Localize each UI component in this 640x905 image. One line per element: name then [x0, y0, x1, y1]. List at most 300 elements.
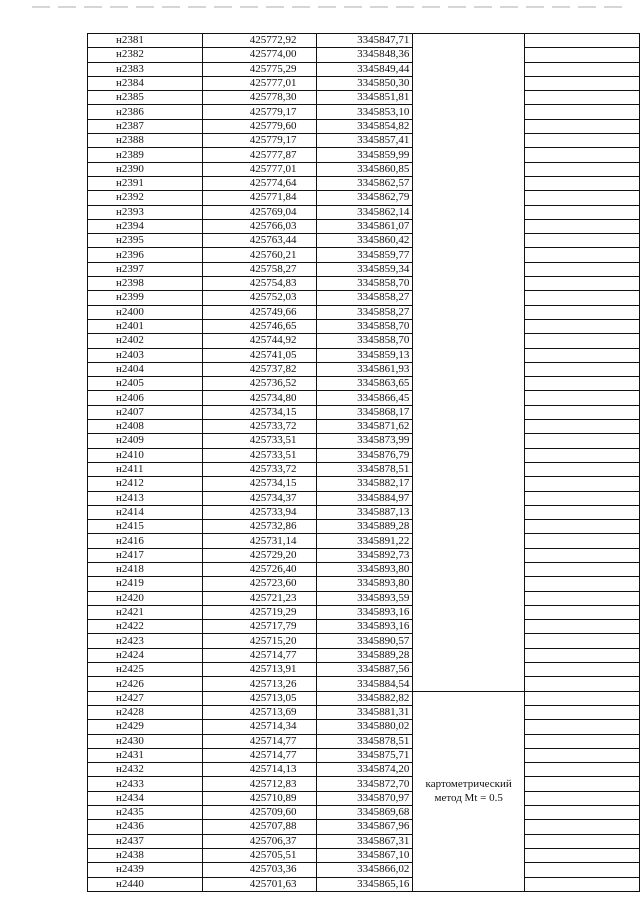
- note-cell: [525, 863, 640, 877]
- point-id-cell: н2385: [88, 91, 203, 105]
- x-coordinate-cell: 425719,29: [202, 605, 317, 619]
- note-cell: [525, 34, 640, 48]
- coordinates-table: [87, 33, 640, 892]
- method-cell: [413, 691, 525, 891]
- x-coordinate-cell: 425709,60: [202, 806, 317, 820]
- point-id-cell: н2435: [88, 806, 203, 820]
- y-coordinate-cell: 3345860,85: [317, 162, 413, 176]
- point-id-cell: н2414: [88, 505, 203, 519]
- y-coordinate-cell: 3345878,51: [317, 462, 413, 476]
- point-id-cell: н2390: [88, 162, 203, 176]
- point-id-cell: н2386: [88, 105, 203, 119]
- x-coordinate-cell: 425734,80: [202, 391, 317, 405]
- table-row: [88, 763, 640, 777]
- point-id-cell: н2419: [88, 577, 203, 591]
- y-coordinate-cell: 3345882,82: [317, 691, 413, 705]
- point-id-cell: н2426: [88, 677, 203, 691]
- y-coordinate-cell: 3345862,57: [317, 176, 413, 190]
- point-id-cell: н2415: [88, 520, 203, 534]
- table-row: [88, 176, 640, 190]
- note-cell: [525, 448, 640, 462]
- table-row: [88, 562, 640, 576]
- point-id-cell: н2401: [88, 319, 203, 333]
- x-coordinate-cell: 425717,79: [202, 620, 317, 634]
- y-coordinate-cell: 3345859,77: [317, 248, 413, 262]
- note-cell: [525, 477, 640, 491]
- point-id-cell: н2417: [88, 548, 203, 562]
- table-row: [88, 677, 640, 691]
- point-id-cell: н2429: [88, 720, 203, 734]
- y-coordinate-cell: 3345891,22: [317, 534, 413, 548]
- x-coordinate-cell: 425726,40: [202, 562, 317, 576]
- method-cell: [413, 34, 525, 692]
- y-coordinate-cell: 3345868,17: [317, 405, 413, 419]
- x-coordinate-cell: 425710,89: [202, 791, 317, 805]
- note-cell: [525, 62, 640, 76]
- x-coordinate-cell: 425749,66: [202, 305, 317, 319]
- coordinates-table-body: [88, 34, 640, 892]
- y-coordinate-cell: 3345866,02: [317, 863, 413, 877]
- table-row: [88, 62, 640, 76]
- x-coordinate-cell: 425733,94: [202, 505, 317, 519]
- point-id-cell: н2433: [88, 777, 203, 791]
- table-row: [88, 834, 640, 848]
- note-cell: [525, 591, 640, 605]
- point-id-cell: н2406: [88, 391, 203, 405]
- note-cell: [525, 491, 640, 505]
- note-cell: [525, 434, 640, 448]
- point-id-cell: н2398: [88, 277, 203, 291]
- note-cell: [525, 777, 640, 791]
- x-coordinate-cell: 425715,20: [202, 634, 317, 648]
- point-id-cell: н2403: [88, 348, 203, 362]
- y-coordinate-cell: 3345848,36: [317, 48, 413, 62]
- point-id-cell: н2395: [88, 234, 203, 248]
- note-cell: [525, 520, 640, 534]
- table-row: [88, 577, 640, 591]
- point-id-cell: н2394: [88, 219, 203, 233]
- y-coordinate-cell: 3345859,13: [317, 348, 413, 362]
- point-id-cell: н2396: [88, 248, 203, 262]
- note-cell: [525, 191, 640, 205]
- table-row: [88, 191, 640, 205]
- table-row: [88, 705, 640, 719]
- table-row: [88, 448, 640, 462]
- y-coordinate-cell: 3345863,65: [317, 377, 413, 391]
- point-id-cell: н2409: [88, 434, 203, 448]
- note-cell: [525, 562, 640, 576]
- table-row: [88, 305, 640, 319]
- x-coordinate-cell: 425779,60: [202, 119, 317, 133]
- x-coordinate-cell: 425734,37: [202, 491, 317, 505]
- point-id-cell: н2438: [88, 848, 203, 862]
- table-row: [88, 748, 640, 762]
- y-coordinate-cell: 3345862,14: [317, 205, 413, 219]
- x-coordinate-cell: 425712,83: [202, 777, 317, 791]
- y-coordinate-cell: 3345859,99: [317, 148, 413, 162]
- note-cell: [525, 248, 640, 262]
- y-coordinate-cell: 3345870,97: [317, 791, 413, 805]
- table-row: [88, 691, 640, 705]
- y-coordinate-cell: 3345890,57: [317, 634, 413, 648]
- x-coordinate-cell: 425714,77: [202, 734, 317, 748]
- y-coordinate-cell: 3345893,59: [317, 591, 413, 605]
- x-coordinate-cell: 425733,51: [202, 448, 317, 462]
- note-cell: [525, 605, 640, 619]
- y-coordinate-cell: 3345859,34: [317, 262, 413, 276]
- point-id-cell: н2418: [88, 562, 203, 576]
- method-accuracy: метод Mt = 0.5: [434, 792, 503, 805]
- x-coordinate-cell: 425774,00: [202, 48, 317, 62]
- note-cell: [525, 162, 640, 176]
- x-coordinate-cell: 425732,86: [202, 520, 317, 534]
- table-row: [88, 119, 640, 133]
- x-coordinate-cell: 425714,77: [202, 748, 317, 762]
- y-coordinate-cell: 3345853,10: [317, 105, 413, 119]
- note-cell: [525, 219, 640, 233]
- x-coordinate-cell: 425752,03: [202, 291, 317, 305]
- table-row: [88, 105, 640, 119]
- x-coordinate-cell: 425760,21: [202, 248, 317, 262]
- table-row: [88, 591, 640, 605]
- point-id-cell: н2407: [88, 405, 203, 419]
- table-row: [88, 477, 640, 491]
- note-cell: [525, 834, 640, 848]
- y-coordinate-cell: 3345893,16: [317, 620, 413, 634]
- note-cell: [525, 377, 640, 391]
- y-coordinate-cell: 3345884,97: [317, 491, 413, 505]
- x-coordinate-cell: 425777,87: [202, 148, 317, 162]
- note-cell: [525, 620, 640, 634]
- note-cell: [525, 734, 640, 748]
- y-coordinate-cell: 3345867,10: [317, 848, 413, 862]
- point-id-cell: н2397: [88, 262, 203, 276]
- table-row: [88, 505, 640, 519]
- x-coordinate-cell: 425713,69: [202, 705, 317, 719]
- x-coordinate-cell: 425777,01: [202, 76, 317, 90]
- x-coordinate-cell: 425746,65: [202, 319, 317, 333]
- x-coordinate-cell: 425703,36: [202, 863, 317, 877]
- note-cell: [525, 720, 640, 734]
- x-coordinate-cell: 425736,52: [202, 377, 317, 391]
- note-cell: [525, 362, 640, 376]
- table-row: [88, 234, 640, 248]
- table-row: [88, 334, 640, 348]
- point-id-cell: н2399: [88, 291, 203, 305]
- note-cell: [525, 548, 640, 562]
- y-coordinate-cell: 3345858,27: [317, 305, 413, 319]
- point-id-cell: н2388: [88, 134, 203, 148]
- y-coordinate-cell: 3345850,30: [317, 76, 413, 90]
- y-coordinate-cell: 3345865,16: [317, 877, 413, 891]
- table-row: [88, 248, 640, 262]
- note-cell: [525, 348, 640, 362]
- x-coordinate-cell: 425705,51: [202, 848, 317, 862]
- table-row: [88, 219, 640, 233]
- table-row: [88, 377, 640, 391]
- point-id-cell: н2413: [88, 491, 203, 505]
- table-row: [88, 820, 640, 834]
- y-coordinate-cell: 3345871,62: [317, 420, 413, 434]
- y-coordinate-cell: 3345867,96: [317, 820, 413, 834]
- x-coordinate-cell: 425758,27: [202, 262, 317, 276]
- y-coordinate-cell: 3345882,17: [317, 477, 413, 491]
- y-coordinate-cell: 3345889,28: [317, 520, 413, 534]
- point-id-cell: н2430: [88, 734, 203, 748]
- note-cell: [525, 76, 640, 90]
- x-coordinate-cell: 425734,15: [202, 405, 317, 419]
- x-coordinate-cell: 425721,23: [202, 591, 317, 605]
- y-coordinate-cell: 3345878,51: [317, 734, 413, 748]
- y-coordinate-cell: 3345858,70: [317, 277, 413, 291]
- point-id-cell: н2402: [88, 334, 203, 348]
- y-coordinate-cell: 3345860,42: [317, 234, 413, 248]
- x-coordinate-cell: 425775,29: [202, 62, 317, 76]
- x-coordinate-cell: 425772,92: [202, 34, 317, 48]
- x-coordinate-cell: 425774,64: [202, 176, 317, 190]
- note-cell: [525, 748, 640, 762]
- note-cell: [525, 405, 640, 419]
- x-coordinate-cell: 425729,20: [202, 548, 317, 562]
- point-id-cell: н2408: [88, 420, 203, 434]
- y-coordinate-cell: 3345873,99: [317, 434, 413, 448]
- x-coordinate-cell: 425769,04: [202, 205, 317, 219]
- point-id-cell: н2437: [88, 834, 203, 848]
- table-row: [88, 548, 640, 562]
- point-id-cell: н2381: [88, 34, 203, 48]
- table-row: [88, 848, 640, 862]
- table-row: [88, 491, 640, 505]
- x-coordinate-cell: 425777,01: [202, 162, 317, 176]
- note-cell: [525, 677, 640, 691]
- table-row: [88, 391, 640, 405]
- y-coordinate-cell: 3345872,70: [317, 777, 413, 791]
- table-row: [88, 34, 640, 48]
- point-id-cell: н2389: [88, 148, 203, 162]
- y-coordinate-cell: 3345861,07: [317, 219, 413, 233]
- note-cell: [525, 462, 640, 476]
- point-id-cell: н2392: [88, 191, 203, 205]
- y-coordinate-cell: 3345892,73: [317, 548, 413, 562]
- point-id-cell: н2428: [88, 705, 203, 719]
- table-row: [88, 634, 640, 648]
- point-id-cell: н2393: [88, 205, 203, 219]
- point-id-cell: н2436: [88, 820, 203, 834]
- x-coordinate-cell: 425734,15: [202, 477, 317, 491]
- y-coordinate-cell: 3345876,79: [317, 448, 413, 462]
- note-cell: [525, 134, 640, 148]
- note-cell: [525, 305, 640, 319]
- note-cell: [525, 119, 640, 133]
- note-cell: [525, 262, 640, 276]
- table-row: [88, 291, 640, 305]
- point-id-cell: н2416: [88, 534, 203, 548]
- x-coordinate-cell: 425733,51: [202, 434, 317, 448]
- note-cell: [525, 534, 640, 548]
- y-coordinate-cell: 3345858,70: [317, 334, 413, 348]
- point-id-cell: н2410: [88, 448, 203, 462]
- note-cell: [525, 148, 640, 162]
- table-row: [88, 205, 640, 219]
- table-row: [88, 863, 640, 877]
- table-row: [88, 434, 640, 448]
- point-id-cell: н2405: [88, 377, 203, 391]
- point-id-cell: н2427: [88, 691, 203, 705]
- note-cell: [525, 806, 640, 820]
- y-coordinate-cell: 3345893,16: [317, 605, 413, 619]
- x-coordinate-cell: 425771,84: [202, 191, 317, 205]
- note-cell: [525, 877, 640, 891]
- table-row: [88, 48, 640, 62]
- x-coordinate-cell: 425733,72: [202, 420, 317, 434]
- note-cell: [525, 334, 640, 348]
- point-id-cell: н2404: [88, 362, 203, 376]
- point-id-cell: н2431: [88, 748, 203, 762]
- note-cell: [525, 763, 640, 777]
- table-row: [88, 319, 640, 333]
- y-coordinate-cell: 3345884,54: [317, 677, 413, 691]
- table-row: [88, 720, 640, 734]
- table-row: [88, 791, 640, 805]
- point-id-cell: н2440: [88, 877, 203, 891]
- y-coordinate-cell: 3345875,71: [317, 748, 413, 762]
- x-coordinate-cell: 425733,72: [202, 462, 317, 476]
- table-row: [88, 620, 640, 634]
- point-id-cell: н2425: [88, 663, 203, 677]
- x-coordinate-cell: 425707,88: [202, 820, 317, 834]
- note-cell: [525, 48, 640, 62]
- note-cell: [525, 648, 640, 662]
- table-row: [88, 663, 640, 677]
- y-coordinate-cell: 3345887,56: [317, 663, 413, 677]
- table-row: [88, 76, 640, 90]
- y-coordinate-cell: 3345880,02: [317, 720, 413, 734]
- note-cell: [525, 291, 640, 305]
- y-coordinate-cell: 3345867,31: [317, 834, 413, 848]
- table-row: [88, 462, 640, 476]
- y-coordinate-cell: 3345893,80: [317, 562, 413, 576]
- note-cell: [525, 791, 640, 805]
- point-id-cell: н2383: [88, 62, 203, 76]
- point-id-cell: н2439: [88, 863, 203, 877]
- note-cell: [525, 176, 640, 190]
- y-coordinate-cell: 3345851,81: [317, 91, 413, 105]
- y-coordinate-cell: 3345881,31: [317, 705, 413, 719]
- x-coordinate-cell: 425713,26: [202, 677, 317, 691]
- y-coordinate-cell: 3345893,80: [317, 577, 413, 591]
- y-coordinate-cell: 3345889,28: [317, 648, 413, 662]
- y-coordinate-cell: 3345858,27: [317, 291, 413, 305]
- y-coordinate-cell: 3345858,70: [317, 319, 413, 333]
- point-id-cell: н2422: [88, 620, 203, 634]
- scan-header-artifact: [32, 6, 622, 8]
- y-coordinate-cell: 3345849,44: [317, 62, 413, 76]
- y-coordinate-cell: 3345862,79: [317, 191, 413, 205]
- x-coordinate-cell: 425731,14: [202, 534, 317, 548]
- x-coordinate-cell: 425779,17: [202, 105, 317, 119]
- point-id-cell: н2391: [88, 176, 203, 190]
- table-row: [88, 877, 640, 891]
- point-id-cell: н2400: [88, 305, 203, 319]
- note-cell: [525, 205, 640, 219]
- table-row: [88, 405, 640, 419]
- table-row: [88, 362, 640, 376]
- note-cell: [525, 105, 640, 119]
- y-coordinate-cell: 3345857,41: [317, 134, 413, 148]
- x-coordinate-cell: 425714,77: [202, 648, 317, 662]
- note-cell: [525, 420, 640, 434]
- x-coordinate-cell: 425737,82: [202, 362, 317, 376]
- note-cell: [525, 691, 640, 705]
- table-row: [88, 777, 640, 791]
- y-coordinate-cell: 3345847,71: [317, 34, 413, 48]
- x-coordinate-cell: 425779,17: [202, 134, 317, 148]
- note-cell: [525, 634, 640, 648]
- x-coordinate-cell: 425754,83: [202, 277, 317, 291]
- point-id-cell: н2411: [88, 462, 203, 476]
- table-row: [88, 648, 640, 662]
- note-cell: [525, 234, 640, 248]
- note-cell: [525, 577, 640, 591]
- note-cell: [525, 391, 640, 405]
- table-row: [88, 91, 640, 105]
- note-cell: [525, 277, 640, 291]
- table-row: [88, 520, 640, 534]
- y-coordinate-cell: 3345887,13: [317, 505, 413, 519]
- table-row: [88, 148, 640, 162]
- x-coordinate-cell: 425701,63: [202, 877, 317, 891]
- point-id-cell: н2384: [88, 76, 203, 90]
- note-cell: [525, 848, 640, 862]
- note-cell: [525, 820, 640, 834]
- table-row: [88, 420, 640, 434]
- table-row: [88, 262, 640, 276]
- x-coordinate-cell: 425741,05: [202, 348, 317, 362]
- point-id-cell: н2423: [88, 634, 203, 648]
- note-cell: [525, 505, 640, 519]
- method-label: картометрический: [425, 778, 512, 791]
- point-id-cell: н2387: [88, 119, 203, 133]
- point-id-cell: н2434: [88, 791, 203, 805]
- table-row: [88, 348, 640, 362]
- y-coordinate-cell: 3345874,20: [317, 763, 413, 777]
- y-coordinate-cell: 3345861,93: [317, 362, 413, 376]
- table-row: [88, 134, 640, 148]
- table-row: [88, 162, 640, 176]
- point-id-cell: н2432: [88, 763, 203, 777]
- x-coordinate-cell: 425723,60: [202, 577, 317, 591]
- x-coordinate-cell: 425714,34: [202, 720, 317, 734]
- y-coordinate-cell: 3345866,45: [317, 391, 413, 405]
- note-cell: [525, 705, 640, 719]
- x-coordinate-cell: 425744,92: [202, 334, 317, 348]
- table-row: [88, 734, 640, 748]
- x-coordinate-cell: 425713,91: [202, 663, 317, 677]
- y-coordinate-cell: 3345869,68: [317, 806, 413, 820]
- x-coordinate-cell: 425778,30: [202, 91, 317, 105]
- x-coordinate-cell: 425713,05: [202, 691, 317, 705]
- x-coordinate-cell: 425706,37: [202, 834, 317, 848]
- note-cell: [525, 91, 640, 105]
- point-id-cell: н2382: [88, 48, 203, 62]
- x-coordinate-cell: 425766,03: [202, 219, 317, 233]
- point-id-cell: н2424: [88, 648, 203, 662]
- table-row: [88, 277, 640, 291]
- note-cell: [525, 319, 640, 333]
- point-id-cell: н2420: [88, 591, 203, 605]
- point-id-cell: н2421: [88, 605, 203, 619]
- x-coordinate-cell: 425714,13: [202, 763, 317, 777]
